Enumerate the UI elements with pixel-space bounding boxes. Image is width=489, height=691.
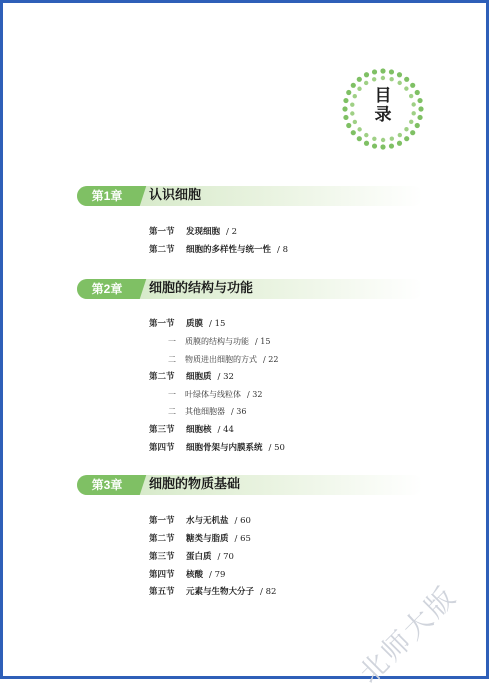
ring-dot <box>364 81 368 85</box>
page-number: / 36 <box>231 407 247 416</box>
contents-heading-line1: 目 <box>374 86 392 106</box>
ring-dot <box>372 77 376 81</box>
chapter-2-badge: 第2章 <box>77 279 137 299</box>
ring-dot <box>372 69 377 74</box>
page-number: / 44 <box>217 425 234 435</box>
chapter-1-title: 认识细胞 <box>149 188 202 203</box>
section-title: 核酸 <box>186 570 204 580</box>
subsection-title: 叶绿体与线粒体 <box>185 390 241 399</box>
chapter-1-header[interactable] <box>77 186 423 206</box>
chapter-2-header[interactable] <box>77 279 423 299</box>
ring-dot <box>364 133 368 137</box>
page-number: / 8 <box>277 245 288 255</box>
section-title: 水与无机盐 <box>186 516 229 526</box>
contents-emblem <box>341 67 425 151</box>
section-label: 第五节 <box>149 587 175 597</box>
ring-dot <box>390 137 394 141</box>
section-title: 糖类与脂质 <box>186 534 229 544</box>
toc-subentry[interactable] <box>168 353 278 367</box>
toc-entry[interactable] <box>149 370 234 384</box>
ring-dot <box>372 143 377 148</box>
section-label: 第四节 <box>149 443 175 453</box>
contents-heading <box>341 87 425 125</box>
section-label: 第二节 <box>149 534 175 544</box>
subsection-label: 一 <box>168 337 176 346</box>
section-title: 细胞骨架与内膜系统 <box>186 443 263 453</box>
section-label: 第四节 <box>149 570 175 580</box>
page-number: / 2 <box>226 227 237 237</box>
section-title: 发现细胞 <box>186 227 221 237</box>
ring-dot <box>410 130 415 135</box>
ring-dot <box>357 127 361 131</box>
chapter-3-header[interactable] <box>77 475 423 495</box>
toc-entry[interactable] <box>149 585 276 599</box>
section-label: 第一节 <box>149 319 175 329</box>
section-label: 第三节 <box>149 425 175 435</box>
page-number: / 79 <box>209 570 226 580</box>
section-label: 第二节 <box>149 245 175 255</box>
toc-subentry[interactable] <box>168 335 270 349</box>
subsection-title: 物质进出细胞的方式 <box>185 355 257 364</box>
ring-dot <box>404 127 408 131</box>
page-number: / 15 <box>209 319 226 329</box>
section-label: 第一节 <box>149 227 175 237</box>
subsection-label: 二 <box>168 355 176 364</box>
chapter-3-title: 细胞的物质基础 <box>149 477 241 492</box>
toc-entry[interactable] <box>149 550 234 564</box>
section-title: 细胞的多样性与统一性 <box>186 245 272 255</box>
ring-dot <box>364 141 369 146</box>
toc-entry[interactable] <box>149 225 237 239</box>
section-label: 第二节 <box>149 372 175 382</box>
chapter-2-title: 细胞的结构与功能 <box>149 281 254 296</box>
toc-subentry[interactable] <box>168 405 246 419</box>
section-label: 第三节 <box>149 552 175 562</box>
ring-dot <box>357 77 362 82</box>
page-number: / 15 <box>255 337 271 346</box>
ring-dot <box>380 68 385 73</box>
chapter-1-badge: 第1章 <box>77 186 137 206</box>
ring-dot <box>381 76 385 80</box>
page-number: / 32 <box>217 372 234 382</box>
subsection-title: 其他细胞器 <box>185 407 225 416</box>
toc-entry[interactable] <box>149 423 234 437</box>
ring-dot <box>389 77 393 81</box>
page-number: / 32 <box>247 390 263 399</box>
toc-entry[interactable] <box>149 317 225 331</box>
ring-dot <box>397 141 402 146</box>
section-title: 质膜 <box>186 319 204 329</box>
ring-dot <box>357 136 362 141</box>
subsection-label: 一 <box>168 390 176 399</box>
ring-dot <box>389 143 394 148</box>
toc-entry[interactable] <box>149 441 285 455</box>
ring-dot <box>389 69 394 74</box>
ring-dot <box>397 81 401 85</box>
chapter-3-badge: 第3章 <box>77 475 137 495</box>
toc-entry[interactable] <box>149 243 288 257</box>
ring-dot <box>351 130 356 135</box>
page-number: / 60 <box>234 516 251 526</box>
toc-entry[interactable] <box>149 514 251 528</box>
subsection-label: 二 <box>168 407 176 416</box>
page-number: / 50 <box>268 443 285 453</box>
ring-dot <box>381 138 385 142</box>
toc-entry[interactable] <box>149 532 251 546</box>
ring-dot <box>404 77 409 82</box>
page-number: / 65 <box>234 534 251 544</box>
ring-dot <box>380 144 385 149</box>
section-title: 蛋白质 <box>186 552 212 562</box>
ring-dot <box>364 72 369 77</box>
section-title: 细胞质 <box>186 372 212 382</box>
section-title: 细胞核 <box>186 425 212 435</box>
page-number: / 70 <box>217 552 234 562</box>
subsection-title: 质膜的结构与功能 <box>185 337 249 346</box>
toc-entry[interactable] <box>149 568 225 582</box>
ring-dot <box>404 136 409 141</box>
contents-heading-line2: 录 <box>374 105 392 125</box>
ring-dot <box>372 137 376 141</box>
page-number: / 22 <box>263 355 279 364</box>
publisher-watermark: 北师大版 <box>352 578 464 690</box>
page-number: / 82 <box>260 587 277 597</box>
section-title: 元素与生物大分子 <box>186 587 255 597</box>
section-label: 第一节 <box>149 516 175 526</box>
ring-dot <box>398 133 402 137</box>
ring-dot <box>397 72 402 77</box>
toc-subentry[interactable] <box>168 388 262 402</box>
